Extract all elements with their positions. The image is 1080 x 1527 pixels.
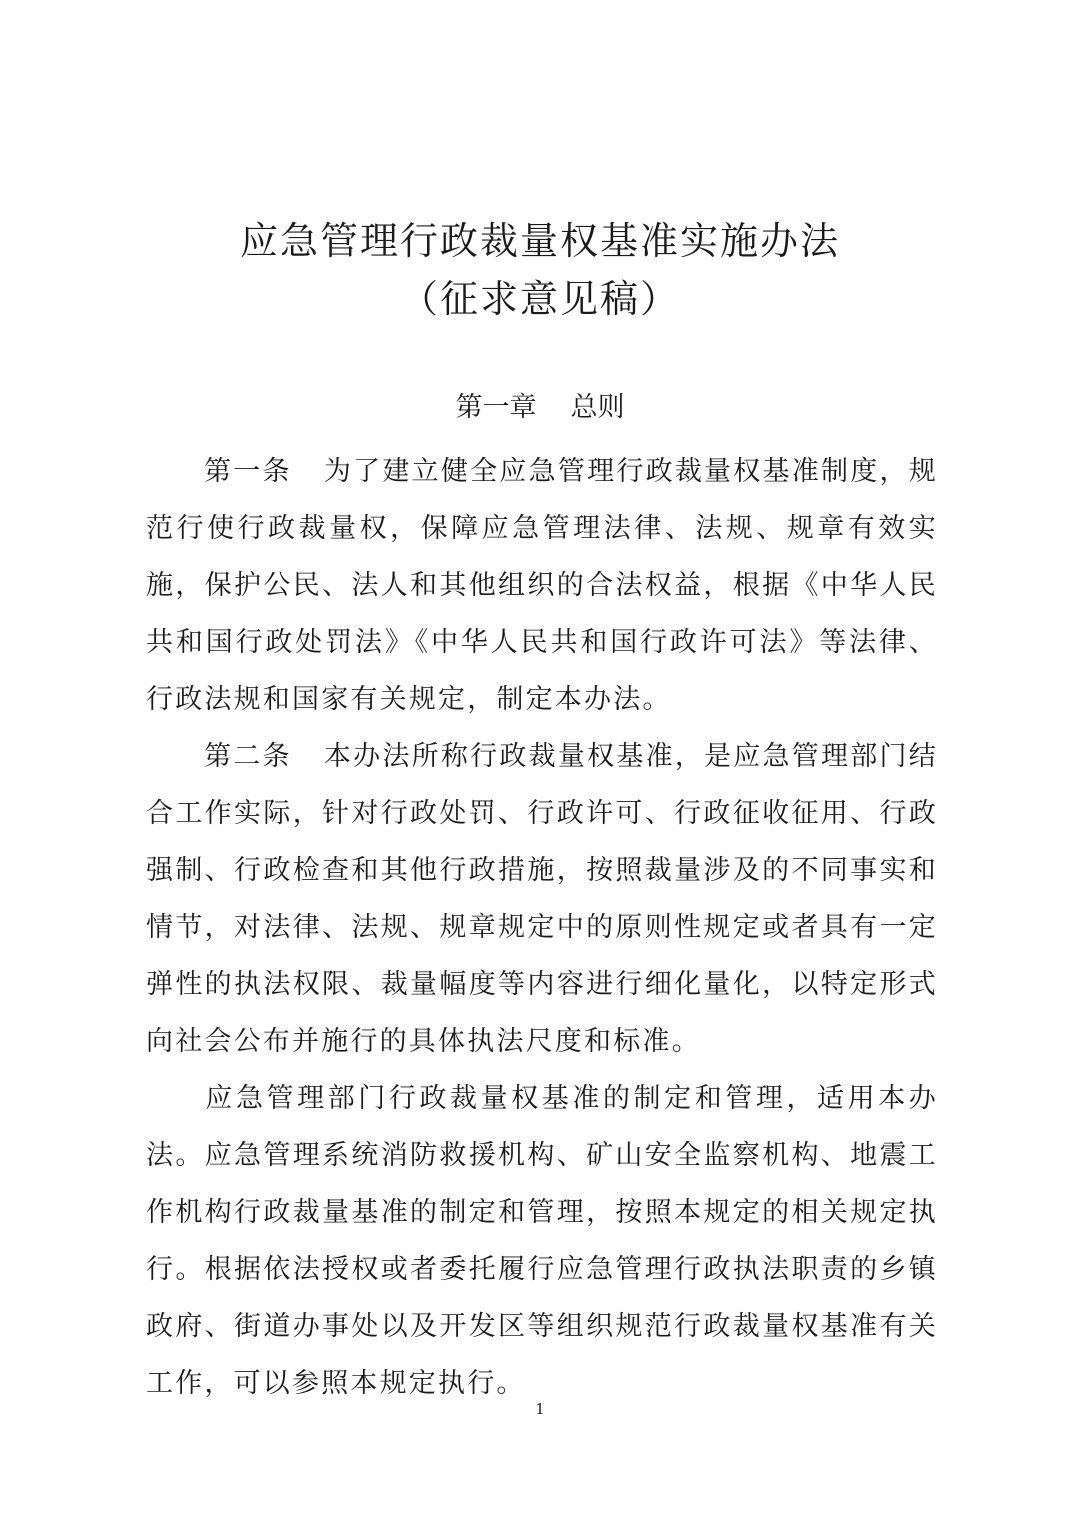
paragraph-scope xyxy=(146,1070,938,1412)
article-2-text: 本办法所称行政裁量权基准，是应急管理部门结合工作实际，针对行政处罚、行政许可、行政征收征用、行政强制、行政检查和其他行政措施，按照裁量涉及的不同事实和情节，对法律、法规、规章规定中的原则性规定或者具有一定弹性的执法权限、裁量幅度等内容进行细化量化，以特定形式向社会公布并施行的具体执法尺度和标准。 xyxy=(146,741,938,1057)
document-title: 应急管理行政裁量权基准实施办法 xyxy=(239,219,840,263)
article-1-text: 为了建立健全应急管理行政裁量权基准制度，规范行使行政裁量权，保障应急管理法律、法规、规章有效实施，保护公民、法人和其他组织的合法权益，根据《中华人民共和国行政处罚法》《中华人民共和国行政许可法》等法律、行政法规和国家有关规定，制定本办法。 xyxy=(146,456,938,715)
chapter-heading xyxy=(0,394,1080,421)
paragraph-scope-text: 应急管理部门行政裁量权基准的制定和管理，适用本办法。应急管理系统消防救援机构、矿山安全监察机构、地震工作机构行政裁量基准的制定和管理，按照本规定的相关规定执行。根据依法授权或者委托履行应急管理行政执法职责的乡镇政府、街道办事处以及开发区等组织规范行政裁量权基准有关工作，可以参照本规定执行。 xyxy=(146,1083,938,1399)
document-subtitle: （征求意见稿） xyxy=(399,277,680,321)
chapter-number: 第一章 xyxy=(455,392,537,423)
article-2-label: 第二条 xyxy=(204,741,292,772)
article-1 xyxy=(146,443,938,728)
article-2 xyxy=(146,728,938,1070)
page-number: 1 xyxy=(535,1400,545,1418)
article-1-label: 第一条 xyxy=(204,456,292,487)
chapter-name: 总则 xyxy=(570,392,625,423)
